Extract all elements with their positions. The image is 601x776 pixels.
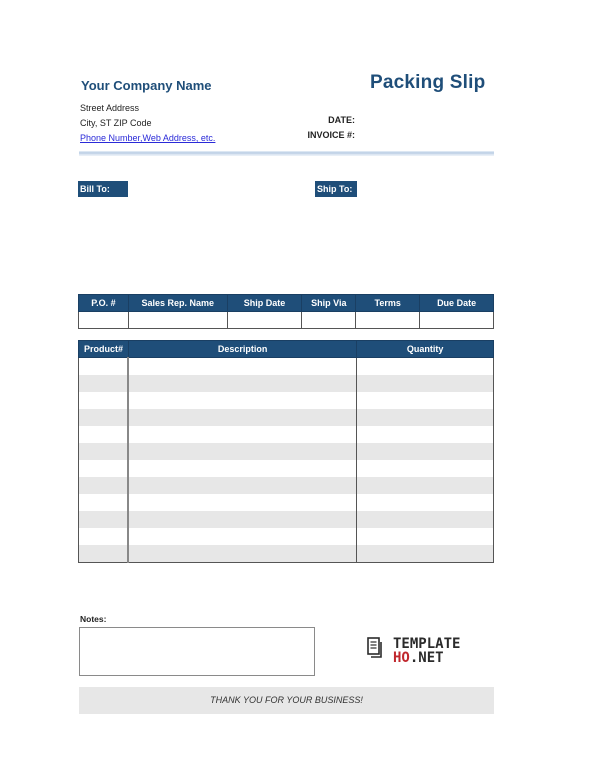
table-row [79,409,494,426]
description-cell[interactable] [128,443,356,460]
column-po-number: P.O. # [79,295,129,312]
description-cell[interactable] [128,358,356,376]
description-cell[interactable] [128,460,356,477]
table-row [79,545,494,563]
description-cell[interactable] [128,477,356,494]
sales-rep-cell[interactable] [128,312,227,329]
table-row [79,312,494,329]
header-divider [79,151,494,156]
quantity-cell[interactable] [357,358,494,376]
quantity-cell[interactable] [357,426,494,443]
quantity-cell[interactable] [357,494,494,511]
description-cell[interactable] [128,545,356,563]
quantity-cell[interactable] [357,545,494,563]
templateho-logo [367,636,487,668]
description-cell[interactable] [128,426,356,443]
city-state-zip: City, ST ZIP Code [80,118,152,128]
description-cell[interactable] [128,528,356,545]
table-row [79,358,494,376]
quantity-cell[interactable] [357,460,494,477]
items-table-body [79,358,494,563]
column-ship-date: Ship Date [227,295,302,312]
table-row [79,392,494,409]
logo-text-line2 [393,650,444,666]
column-quantity: Quantity [357,341,494,358]
logo-text-red: HO [393,650,410,666]
table-row [79,426,494,443]
ship-to-label: Ship To: [315,181,357,197]
po-number-cell[interactable] [79,312,129,329]
table-row [79,528,494,545]
table-row [79,375,494,392]
order-table-header [79,295,494,312]
product-number-cell[interactable] [79,528,129,545]
description-cell[interactable] [128,511,356,528]
bill-to-label: Bill To: [78,181,128,197]
ship-via-cell[interactable] [302,312,356,329]
date-label: DATE: [328,115,355,125]
column-sales-rep: Sales Rep. Name [128,295,227,312]
logo-text-suffix: .NET [409,650,444,666]
order-info-table [78,294,494,329]
product-number-cell[interactable] [79,494,129,511]
table-row [79,460,494,477]
logo-text-line1: TEMPLATE [393,636,461,652]
quantity-cell[interactable] [357,511,494,528]
quantity-cell[interactable] [357,409,494,426]
quantity-cell[interactable] [357,443,494,460]
ship-date-cell[interactable] [227,312,302,329]
description-cell[interactable] [128,409,356,426]
product-number-cell[interactable] [79,375,129,392]
document-title: Packing Slip [370,72,486,93]
table-row [79,477,494,494]
terms-cell[interactable] [356,312,420,329]
column-description: Description [128,341,356,358]
product-number-cell[interactable] [79,409,129,426]
column-terms: Terms [356,295,420,312]
product-number-cell[interactable] [79,460,129,477]
column-due-date: Due Date [420,295,494,312]
quantity-cell[interactable] [357,477,494,494]
thank-you-footer: THANK YOU FOR YOUR BUSINESS! [79,687,494,714]
company-name: Your Company Name [81,78,212,93]
due-date-cell[interactable] [420,312,494,329]
product-number-cell[interactable] [79,477,129,494]
description-cell[interactable] [128,494,356,511]
invoice-label: INVOICE #: [307,130,355,140]
table-row [79,511,494,528]
product-number-cell[interactable] [79,545,129,563]
quantity-cell[interactable] [357,375,494,392]
notes-field[interactable] [79,627,315,676]
table-row [79,443,494,460]
items-table-header [79,341,494,358]
quantity-cell[interactable] [357,528,494,545]
description-cell[interactable] [128,375,356,392]
quantity-cell[interactable] [357,392,494,409]
product-number-cell[interactable] [79,392,129,409]
product-number-cell[interactable] [79,358,129,376]
column-product-number: Product# [79,341,129,358]
product-number-cell[interactable] [79,511,129,528]
notes-label: Notes: [80,614,107,624]
document-stack-icon [367,637,383,659]
contact-link[interactable]: Phone Number,Web Address, etc. [80,133,216,143]
product-number-cell[interactable] [79,443,129,460]
description-cell[interactable] [128,392,356,409]
items-table [78,340,494,563]
product-number-cell[interactable] [79,426,129,443]
table-row [79,494,494,511]
column-ship-via: Ship Via [302,295,356,312]
street-address: Street Address [80,103,140,113]
